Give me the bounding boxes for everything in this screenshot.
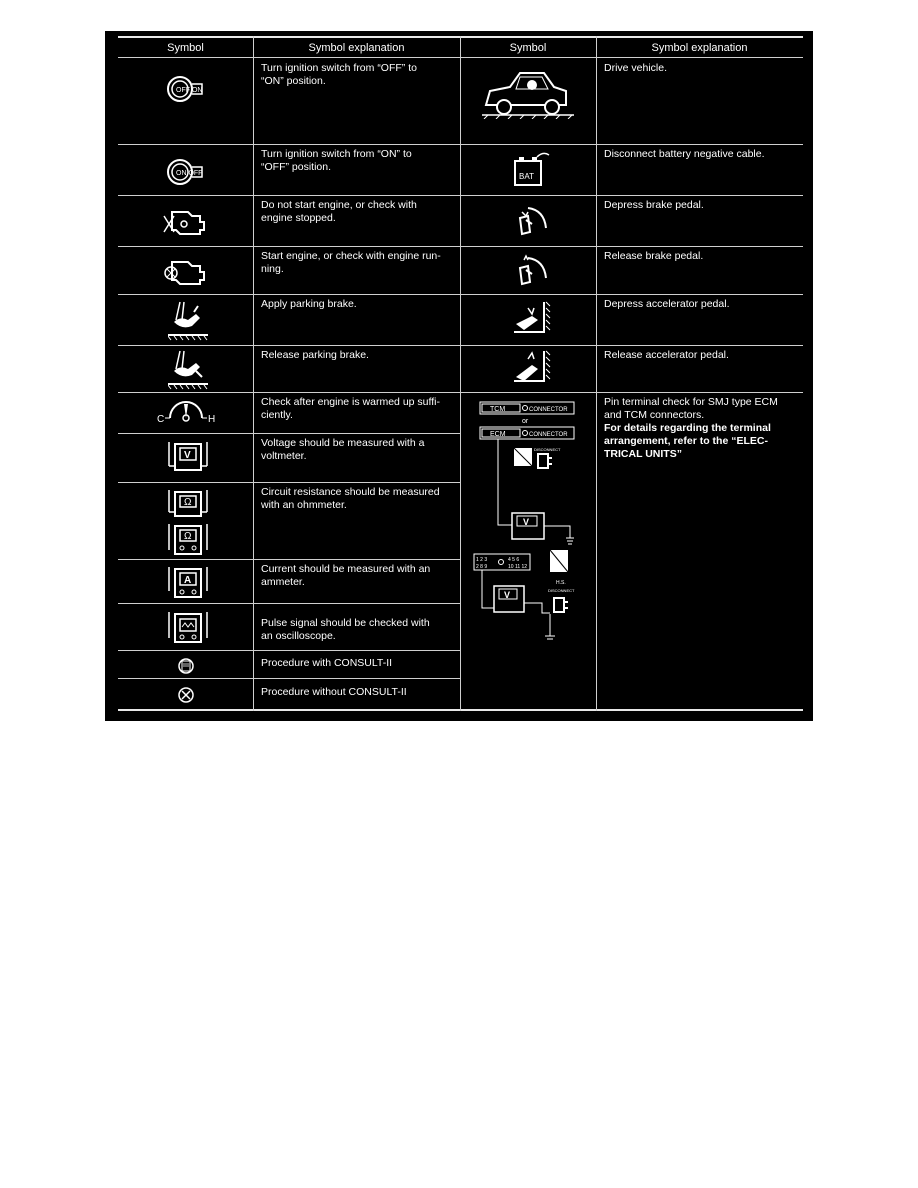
or-label: or [522,418,529,425]
drive-vehicle-icon [480,69,576,119]
disconnect-label: DISCONNECT [534,447,561,452]
gauge-hot-label: H [208,414,216,425]
explanation-apply-parking-brake: Apply parking brake. [261,298,357,310]
ignition-icon-label: OFF ON [176,87,203,94]
upper-meter-label: V [523,517,530,527]
explanation-battery: Disconnect battery negative cable. [604,148,765,160]
header-symbol-left: Symbol [167,42,204,54]
battery-icon [511,151,551,189]
explanation-without-consult: Procedure without CONSULT-II [261,686,407,698]
explanation-pin-terminal-reference: For details regarding the terminal arrangement, refer to the “ELEC- TRICAL UNITS” [604,422,771,460]
explanation-engine-stopped: Do not start engine, or check with engine stopped. [261,199,417,224]
engine-running-icon [162,254,210,290]
explanation-voltmeter: Voltage should be measured with a voltmeter. [261,437,425,462]
explanation-with-consult: Procedure with CONSULT-II [261,657,393,669]
explanation-oscilloscope: Pulse signal should be checked with an oscilloscope. [261,617,430,642]
explanation-ignition-off: Turn ignition switch from “ON” to “OFF” position. [261,148,412,173]
no-consult-icon [177,686,195,704]
explanation-engine-running: Start engine, or check with engine run- ning. [261,250,441,275]
ohmmeter-icon [166,488,210,556]
release-brake-pedal-icon [514,254,550,290]
tcm-label: TCM [490,406,506,413]
release-parking-brake-icon [168,349,208,391]
header-explanation-left: Symbol explanation [308,42,405,54]
ignition-off-to-on-icon [166,72,208,106]
disconnect-label-lower: DISCONNECT [548,588,575,593]
depress-brake-pedal-icon [514,204,550,240]
consult-icon [177,657,195,675]
voltmeter-label: V [184,450,191,461]
ecm-connector-label: CONNECTOR [529,432,568,438]
gauge-cold-label: C [157,414,165,425]
symbol-table-panel [105,31,813,721]
explanation-depress-accelerator: Depress accelerator pedal. [604,298,730,310]
header-explanation-right: Symbol explanation [651,42,748,54]
explanation-depress-brake: Depress brake pedal. [604,199,704,211]
explanation-release-brake: Release brake pedal. [604,250,704,262]
explanation-ignition-on: Turn ignition switch from “OFF” to “ON” position. [261,62,417,87]
oscilloscope-icon [166,610,210,646]
ammeter-icon [166,565,210,601]
pin-top-label: 1 2 3 [476,557,488,563]
warm-engine-gauge-icon [156,396,216,426]
pin-terminal-check-diagram [466,398,592,640]
explanation-release-parking-brake: Release parking brake. [261,349,369,361]
engine-stopped-icon [162,204,210,240]
explanation-ohmmeter: Circuit resistance should be measured with an ohmmeter. [261,486,440,511]
explanation-release-accelerator: Release accelerator pedal. [604,349,729,361]
ecm-label: ECM [490,431,506,438]
explanation-warm-engine: Check after engine is warmed up suffi- ciently. [261,396,440,421]
apply-parking-brake-icon [168,300,208,342]
ohmmeter-label: Ω [184,497,192,508]
battery-label: BAT [519,172,534,181]
explanation-pin-terminal-check: Pin terminal check for SMJ type ECM and TCM connectors. [604,396,778,421]
depress-accelerator-icon [508,300,554,340]
release-accelerator-icon [508,349,554,389]
tcm-connector-label: CONNECTOR [529,407,568,413]
explanation-ammeter: Current should be measured with an ammeter. [261,563,431,588]
pin-right-top-label: 4 5 6 [508,557,520,563]
pin-bottom-label: 2 8 9 [476,564,488,570]
hs-label: H.S. [556,580,566,586]
header-symbol-right: Symbol [509,42,547,54]
ohmmeter-label-lower: Ω [184,531,192,542]
explanation-drive-vehicle: Drive vehicle. [604,62,668,74]
lower-meter-label: V [504,590,511,600]
ignition-icon-label: ON OFF [176,170,203,177]
ignition-on-to-off-icon [166,155,208,189]
voltmeter-icon [166,438,210,476]
pin-right-bottom-label: 10 11 12 [508,564,528,570]
ammeter-label: A [184,575,192,586]
